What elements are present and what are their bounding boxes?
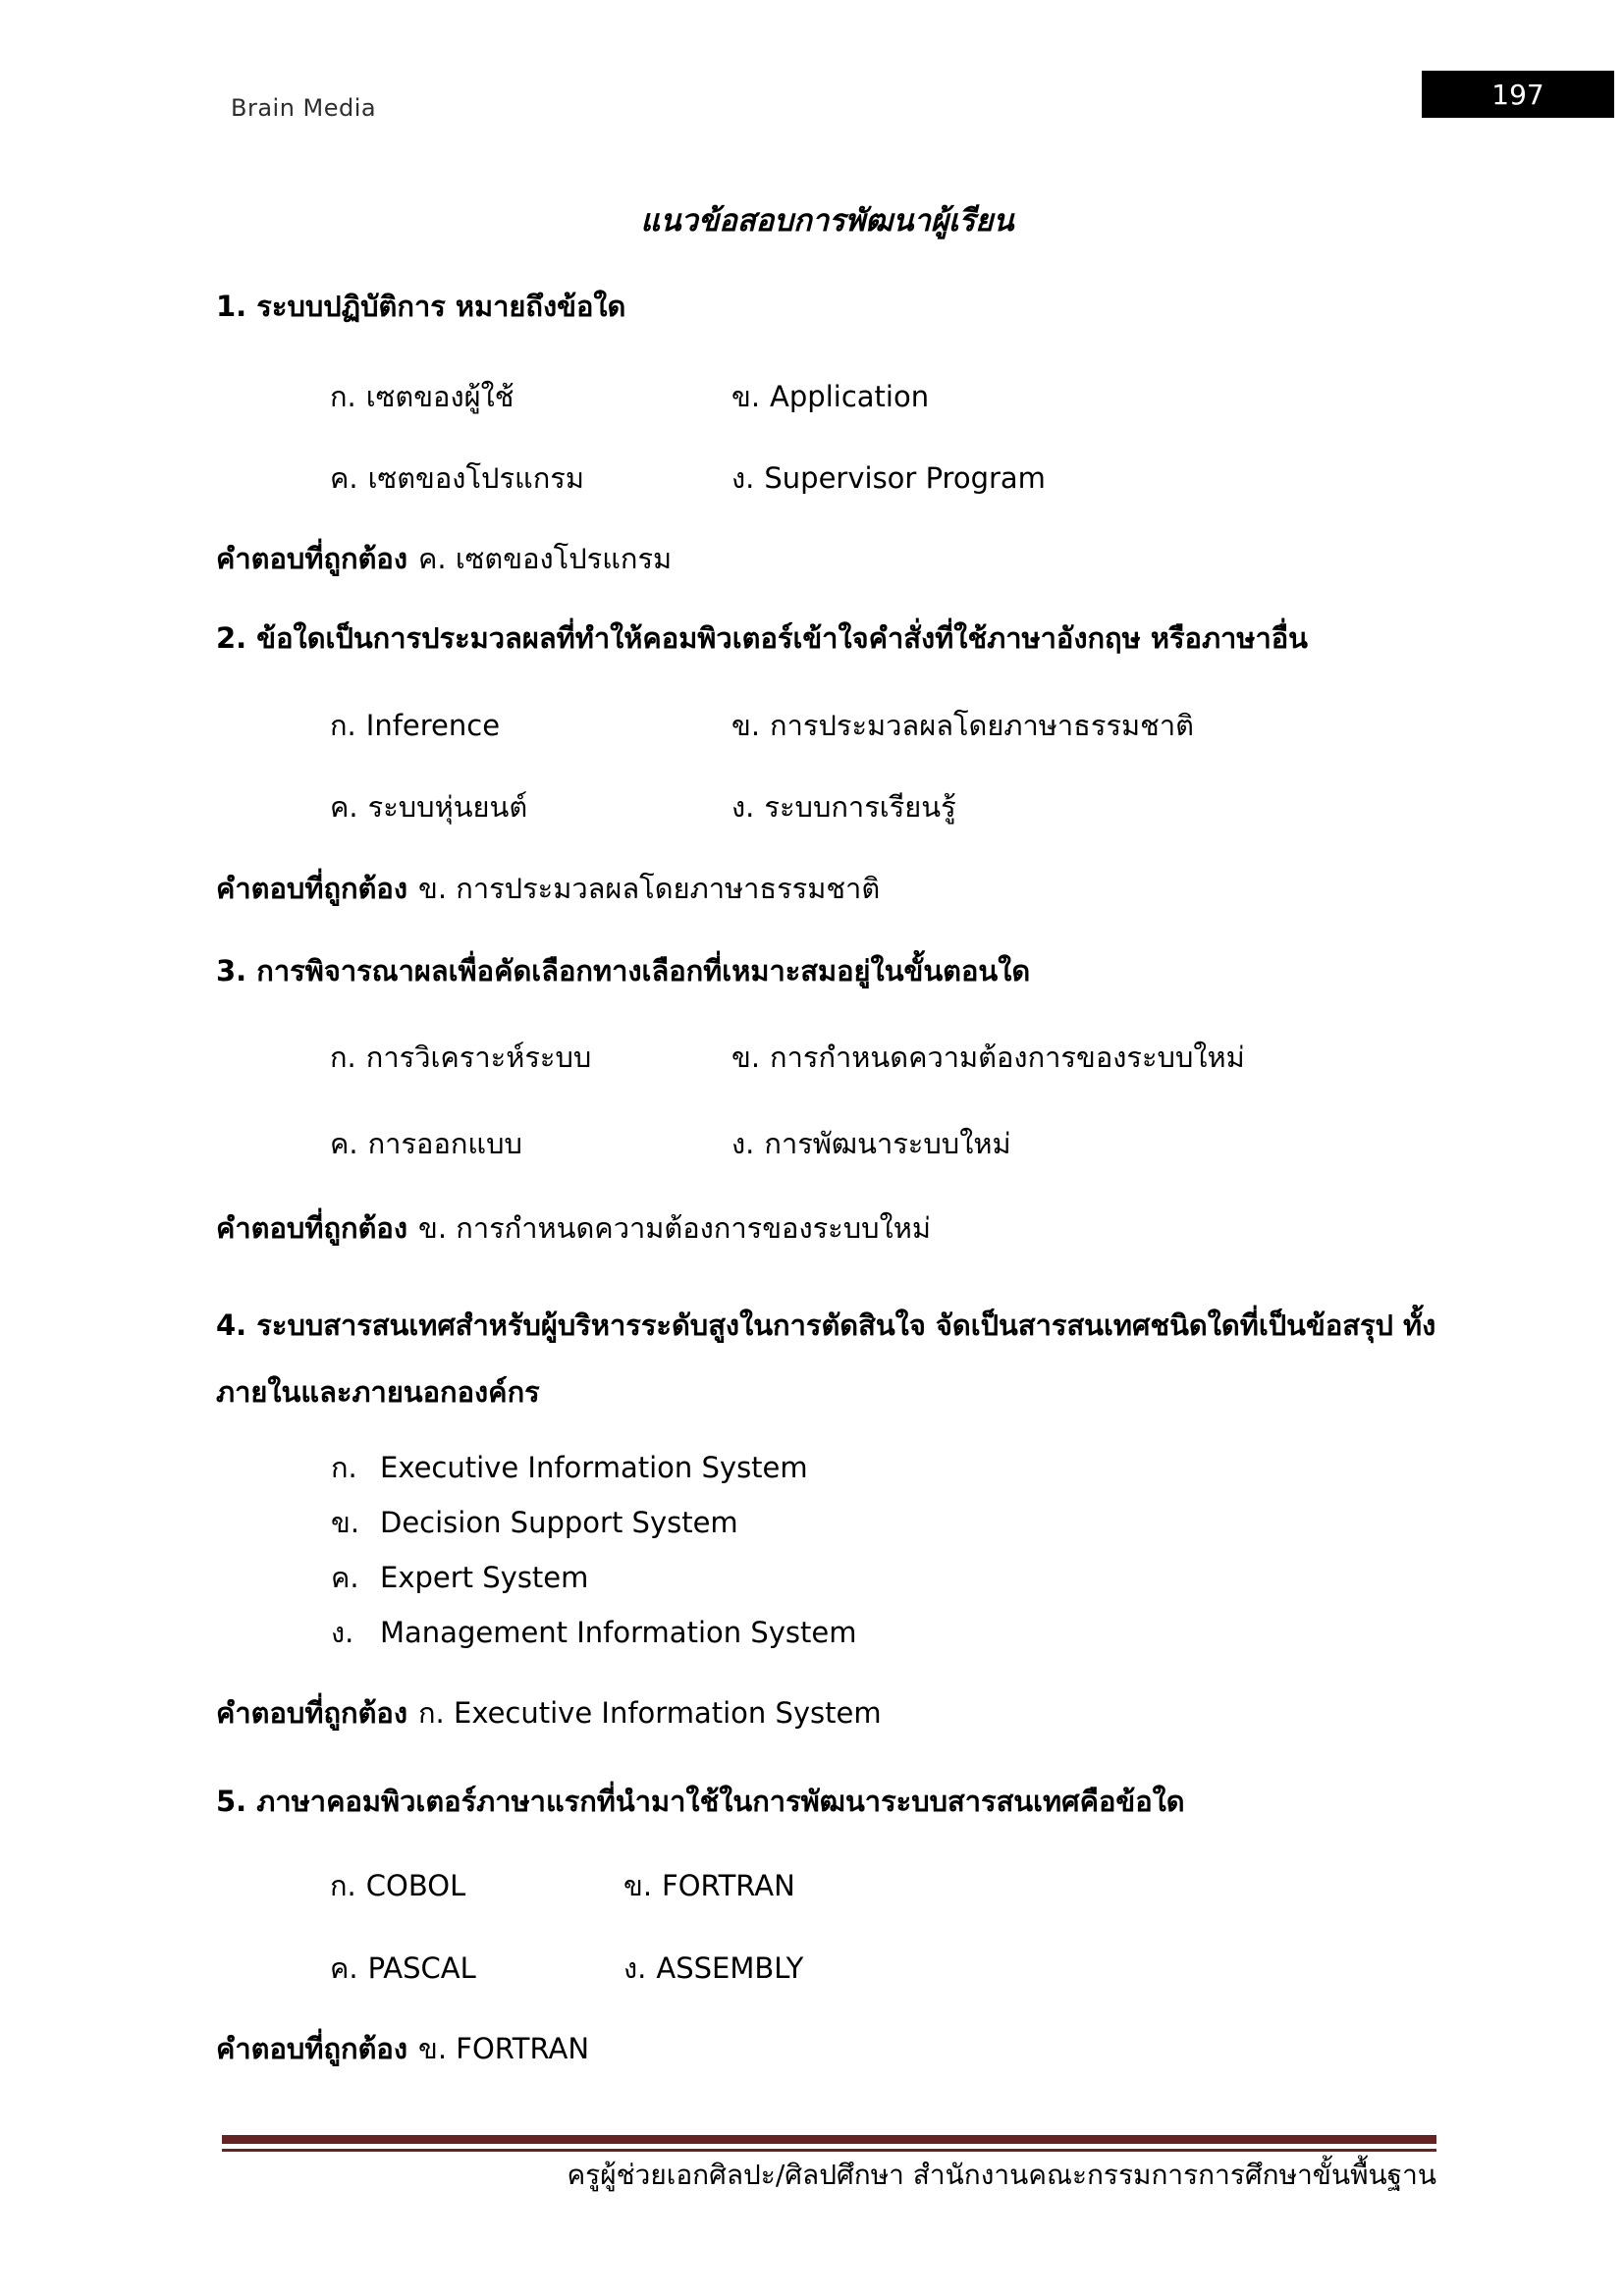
- q2-choice-kho-text: การประมวลผลโดยภาษาธรรมชาติ: [770, 709, 1194, 742]
- question-2-text: 2. ข้อใดเป็นการประมวลผลที่ทำให้คอมพิวเตอร์เข้าใจคำสั่งที่ใช้ภาษาอังกฤษ หรือภาษาอื่น: [216, 621, 1308, 655]
- q5-choice-ngo-label: ง.: [623, 1951, 647, 1985]
- q2-choice-ko-label: ก.: [330, 709, 356, 742]
- q3-answer-prefix: คำตอบที่ถูกต้อง: [216, 1211, 407, 1245]
- question-3-text: 3. การพิจารณาผลเพื่อคัดเลือกทางเลือกที่เหมาะสมอยู่ในขั้นตอนใด: [216, 954, 1031, 988]
- question-4-choice-3: [216, 1559, 1438, 1598]
- question-4-choice-1: [216, 1449, 1438, 1488]
- page-number-badge: [1422, 71, 1614, 118]
- question-4-answer: [216, 1694, 1438, 1733]
- footer-rule-thick: [222, 2135, 1436, 2144]
- q1-choice-ko-label: ก.: [330, 380, 356, 413]
- question-5-choices-row-2: [216, 1949, 1438, 1993]
- q1-choice-ngo: [731, 459, 1046, 498]
- q3-choice-ko-text: การวิเคราะห์ระบบ: [365, 1041, 592, 1074]
- question-3-choices-row-2: [216, 1125, 1438, 1168]
- q5-choice-kho-label: ข.: [623, 1869, 653, 1902]
- q2-answer-prefix: คำตอบที่ถูกต้อง: [216, 872, 407, 905]
- q5-choice-ko: [330, 1867, 465, 1905]
- q2-choice-ngo: [731, 788, 956, 827]
- q1-choice-kho2-label: ค.: [330, 461, 358, 495]
- q5-choice-ko-label: ก.: [330, 1869, 356, 1902]
- question-4-choice-4: [216, 1614, 1438, 1653]
- q3-answer-text: ข. การกำหนดความต้องการของระบบใหม่: [418, 1211, 931, 1245]
- q5-choice-kho2: [330, 1949, 476, 1988]
- question-2-answer: [216, 870, 1438, 908]
- brand-label: Brain Media: [231, 94, 377, 122]
- question-1-answer: [216, 540, 1438, 578]
- q1-choice-ngo-label: ง.: [731, 461, 755, 495]
- q2-choice-kho2-label: ค.: [330, 790, 358, 824]
- q5-choice-kho: [623, 1867, 795, 1905]
- q1-choice-ko-text: เซตของผู้ใช้: [365, 380, 514, 413]
- q1-answer-prefix: คำตอบที่ถูกต้อง: [216, 542, 407, 575]
- footer-rule-thin: [222, 2149, 1436, 2152]
- footer-credit-text: ครูผู้ช่วยเอกศิลปะ/ศิลปศึกษา สำนักงานคณะกรรมการการศึกษาขั้นพื้นฐาน: [567, 2159, 1436, 2191]
- q3-choice-kho2: [330, 1125, 522, 1163]
- question-5-choices-row-1: [216, 1867, 1438, 1910]
- q3-choice-kho2-label: ค.: [330, 1127, 358, 1160]
- q1-answer-text: ค. เซตของโปรแกรม: [418, 542, 673, 575]
- q4-choice-kho-text: Decision Support System: [380, 1506, 738, 1539]
- question-2-choices-row-1: [216, 707, 1438, 750]
- q3-choice-ko: [330, 1039, 591, 1077]
- q3-choice-kho-label: ข.: [731, 1041, 761, 1074]
- q1-choice-ngo-text: Supervisor Program: [764, 461, 1046, 495]
- q1-choice-kho-label: ข.: [731, 380, 761, 413]
- q3-choice-kho: [731, 1039, 1245, 1077]
- page-number: 197: [1491, 78, 1544, 111]
- q4-choice-kho2-label: ค.: [331, 1561, 359, 1594]
- q3-choice-kho2-text: การออกแบบ: [367, 1127, 522, 1160]
- q3-choice-kho-text: การกำหนดความต้องการของระบบใหม่: [770, 1041, 1245, 1074]
- q3-choice-ko-label: ก.: [330, 1041, 356, 1074]
- q5-choice-ngo: [623, 1949, 803, 1988]
- question-1-choices-row-1: [216, 378, 1438, 421]
- q2-choice-ko: [330, 707, 500, 745]
- q5-choice-kho2-text: PASCAL: [367, 1951, 476, 1985]
- question-1-choices-row-2: [216, 459, 1438, 503]
- q1-choice-kho-text: Application: [770, 380, 930, 413]
- question-4-choice-2: [216, 1504, 1438, 1543]
- q4-choice-ko-text: Executive Information System: [380, 1451, 808, 1484]
- q4-answer-text: ก. Executive Information System: [418, 1696, 882, 1730]
- question-4-text: 4. ระบบสารสนเทศสำหรับผู้บริหารระดับสูงในการตัดสินใจ จัดเป็นสารสนเทศชนิดใดที่เป็นข้อสรุป ทั้งภายในและภายนอกองค์กร: [216, 1308, 1436, 1409]
- question-5-answer: [216, 2030, 1438, 2068]
- q3-choice-ngo-label: ง.: [731, 1127, 755, 1160]
- q5-answer-prefix: คำตอบที่ถูกต้อง: [216, 2032, 407, 2065]
- q5-choice-ngo-text: ASSEMBLY: [656, 1951, 804, 1985]
- question-2-choices-row-2: [216, 788, 1438, 831]
- q1-choice-kho: [731, 378, 929, 416]
- q1-choice-ko: [330, 378, 514, 416]
- q4-choice-kho-label: ข.: [331, 1506, 360, 1539]
- page-title: แนวข้อสอบการพัฒนาผู้เรียน: [640, 203, 1014, 239]
- question-3-choices-row-1: [216, 1039, 1438, 1082]
- q2-choice-kho: [731, 707, 1194, 745]
- q5-choice-kho2-label: ค.: [330, 1951, 358, 1985]
- q2-choice-kho2: [330, 788, 527, 827]
- q4-choice-ko-label: ก.: [331, 1451, 357, 1484]
- q1-choice-kho2: [330, 459, 584, 498]
- q4-choice-ngo-text: Management Information System: [380, 1616, 857, 1649]
- q3-choice-ngo-text: การพัฒนาระบบใหม่: [764, 1127, 1011, 1160]
- q4-answer-prefix: คำตอบที่ถูกต้อง: [216, 1696, 407, 1730]
- q4-choice-kho2-text: Expert System: [380, 1561, 589, 1594]
- question-5-text: 5. ภาษาคอมพิวเตอร์ภาษาแรกที่นำมาใช้ในการพัฒนาระบบสารสนเทศคือข้อใด: [216, 1785, 1185, 1818]
- question-1-text: 1. ระบบปฏิบัติการ หมายถึงข้อใด: [216, 290, 626, 323]
- q2-choice-ngo-label: ง.: [731, 790, 755, 824]
- q5-answer-text: ข. FORTRAN: [418, 2032, 590, 2065]
- q2-choice-kho-label: ข.: [731, 709, 761, 742]
- question-3-answer: [216, 1209, 1438, 1248]
- q1-choice-kho2-text: เซตของโปรแกรม: [367, 461, 584, 495]
- q4-choice-ngo-label: ง.: [331, 1616, 354, 1649]
- q2-choice-ngo-text: ระบบการเรียนรู้: [764, 790, 956, 824]
- q2-answer-text: ข. การประมวลผลโดยภาษาธรรมชาติ: [418, 872, 881, 905]
- q5-choice-ko-text: COBOL: [365, 1869, 466, 1902]
- q5-choice-kho-text: FORTRAN: [662, 1869, 795, 1902]
- q2-choice-ko-text: Inference: [365, 709, 501, 742]
- q2-choice-kho2-text: ระบบหุ่นยนต์: [367, 790, 528, 824]
- q3-choice-ngo: [731, 1125, 1011, 1163]
